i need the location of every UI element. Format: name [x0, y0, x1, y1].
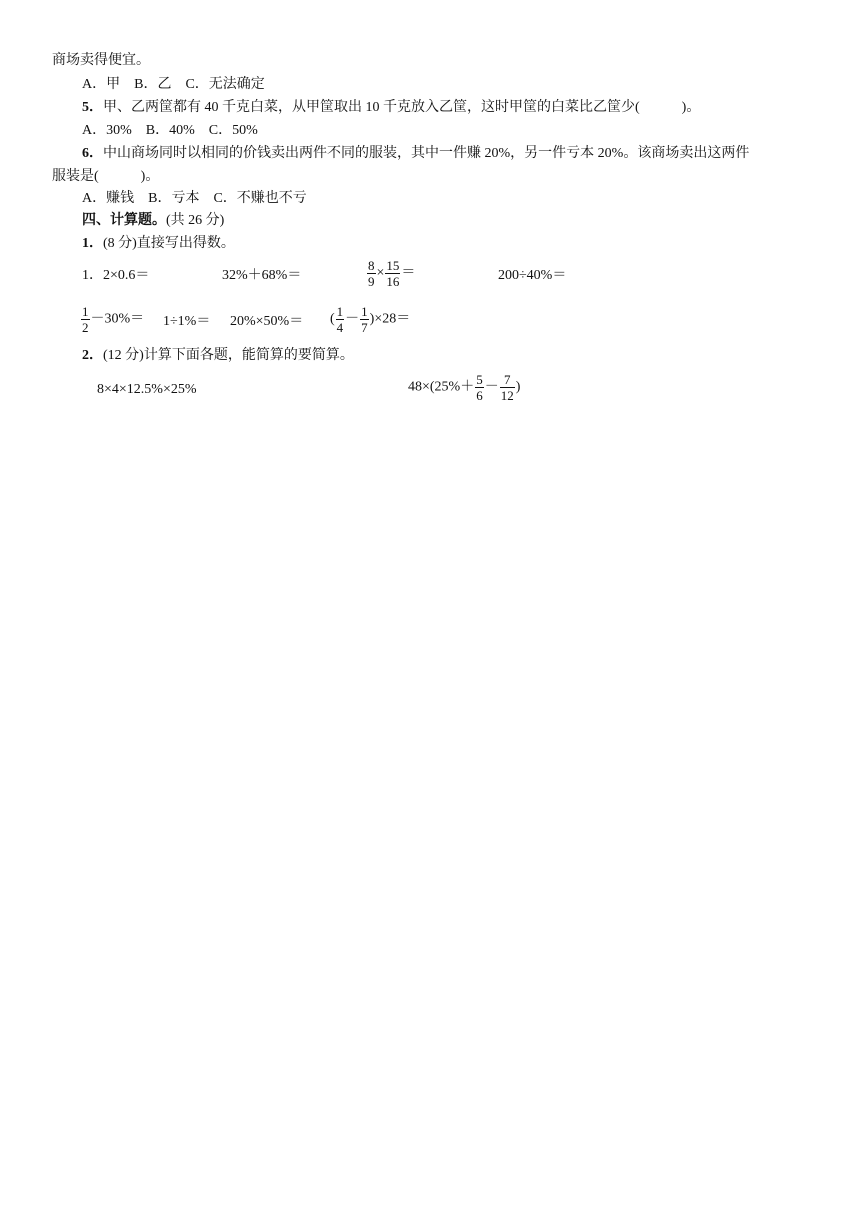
section-4-title: 四、计算题。 — [82, 213, 166, 228]
q5-line — [82, 99, 700, 117]
calc2-number: 2． — [82, 348, 103, 363]
calc2-heading — [82, 347, 354, 365]
calc1-expr-8: ( $\frac{1}{4}$ － $\frac{1}{7}$ )×28＝ — [330, 304, 411, 335]
fraction: $\frac{1}{4}$ — [336, 304, 344, 335]
q6-text-2: 服装是( )。 — [52, 169, 160, 184]
calc1-expr-1: 1．2×0.6＝ — [82, 268, 150, 283]
calc2-expr-2: 48×(25%＋ $\frac{5}{6}$ － $\frac{7}{12}$ ) — [408, 372, 521, 403]
q5-options: A．30% B．40% C．50% — [82, 123, 258, 138]
q6-line-1 — [82, 145, 749, 163]
calc1-expr-4: 200÷40%＝ — [498, 268, 567, 283]
calc1-expr-3: $\frac{8}{9}$ × $\frac{15}{16}$ ＝ — [368, 258, 416, 289]
calc1-number: 1． — [82, 236, 103, 251]
fraction: $\frac{8}{9}$ — [368, 258, 375, 289]
fraction: $\frac{7}{12}$ — [500, 372, 514, 403]
calc1-instruction: (8 分)直接写出得数。 — [103, 236, 235, 251]
calc2-instruction: (12 分)计算下面各题，能简算的要简算。 — [103, 348, 354, 363]
q5-number: 5． — [82, 100, 103, 115]
section-4-points: (共 26 分) — [166, 213, 225, 228]
q6-text-1: 中山商场同时以相同的价钱卖出两件不同的服装，其中一件赚 20%，另一件亏本 20%。该商场卖出这两件 — [103, 146, 750, 161]
calc2-expr-1: 8×4×12.5%×25% — [97, 382, 197, 397]
fraction: $\frac{1}{2}$ — [82, 304, 89, 335]
q6-options: A．赚钱 B．亏本 C．不赚也不亏 — [82, 191, 307, 206]
fraction: $\frac{15}{16}$ — [386, 258, 400, 289]
calc1-heading — [82, 235, 235, 253]
calc1-expr-5: $\frac{1}{2}$ －30%＝ — [82, 304, 145, 335]
section-4-heading — [82, 212, 224, 230]
q4-options: A．甲 B．乙 C．无法确定 — [82, 77, 265, 92]
calc1-expr-6: 1÷1%＝ — [163, 314, 211, 329]
calc1-expr-2: 32%＋68%＝ — [222, 268, 302, 283]
q5-text: 甲、乙两筐都有 40 千克白菜，从甲筐取出 10 千克放入乙筐，这时甲筐的白菜比乙筐少( )。 — [103, 100, 701, 115]
calc1-expr-7: 20%×50%＝ — [230, 314, 304, 329]
q6-number: 6． — [82, 146, 103, 161]
fraction: $\frac{1}{7}$ — [361, 304, 368, 335]
q4-text-end: 商场卖得便宜。 — [52, 53, 150, 68]
fraction: $\frac{5}{6}$ — [476, 372, 483, 403]
